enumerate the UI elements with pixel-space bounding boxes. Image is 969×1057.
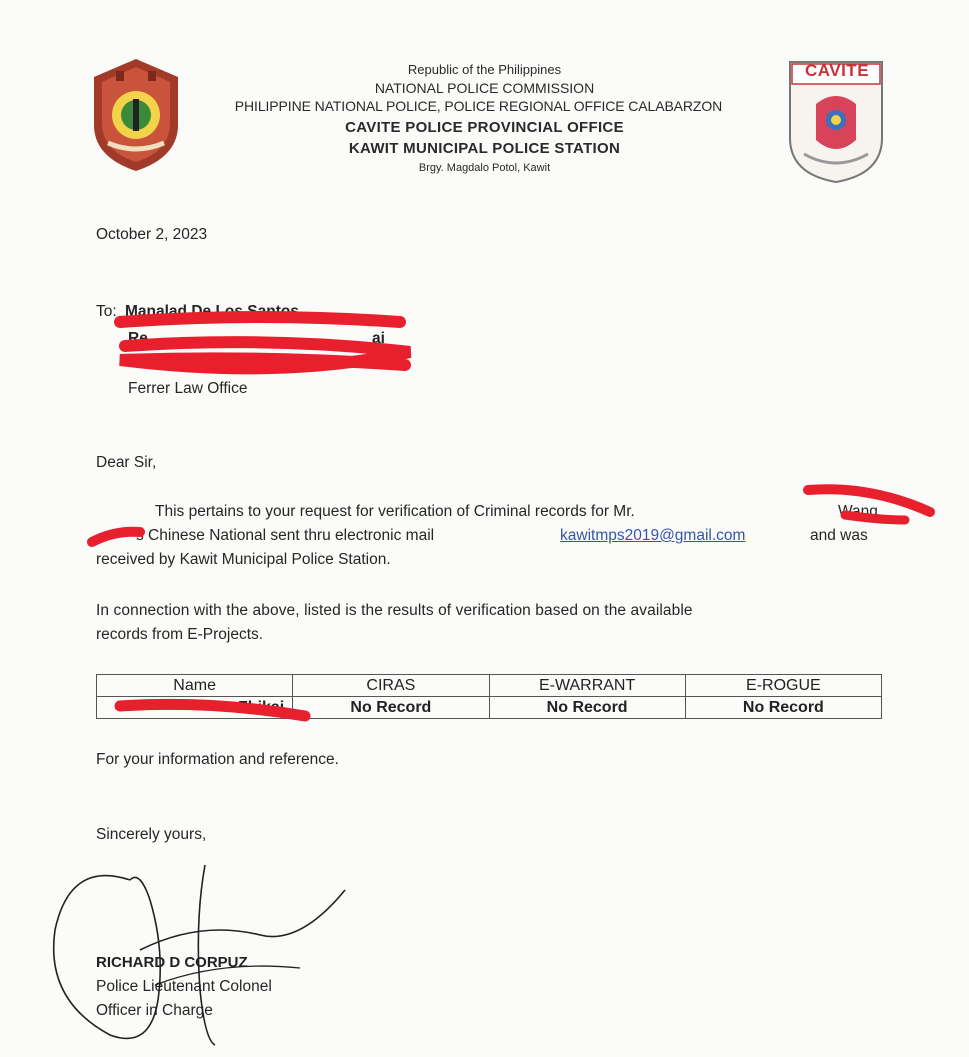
- table-cell-name: Zhikai: [97, 697, 293, 719]
- header-address: Brgy. Magdalo Potol, Kawit: [418, 162, 551, 174]
- para1-line3: received by Kawit Municipal Police Station.: [96, 551, 391, 568]
- table-cell: No Record: [685, 697, 881, 719]
- recipient-office: Ferrer Law Office: [128, 380, 248, 397]
- salutation: Dear Sir,: [96, 454, 157, 471]
- para1-line2-end: and was: [810, 527, 868, 544]
- recipient-line-3: nal Liasion: [212, 354, 287, 371]
- header-commission: NATIONAL POLICE COMMISSION: [374, 80, 595, 96]
- table-header-cell: E-WARRANT: [489, 675, 685, 697]
- to-prefix: To:: [96, 303, 117, 320]
- signatory-rank: Police Lieutenant Colonel: [96, 978, 272, 995]
- table-header-cell: CIRAS: [293, 675, 489, 697]
- para1-email-link[interactable]: kawitmps2019@gmail.com: [560, 527, 746, 544]
- recipient-line-2-tail: ai: [372, 330, 385, 347]
- table-header-cell: E-ROGUE: [685, 675, 881, 697]
- letter-date: October 2, 2023: [96, 226, 208, 243]
- signatory-title: Officer in Charge: [96, 1002, 213, 1019]
- table-cell: No Record: [489, 697, 685, 719]
- header-republic: Republic of the Philippines: [407, 62, 562, 77]
- recipient-name: Manalad De Los Santos: [125, 303, 299, 320]
- table-header-cell: Name: [97, 675, 293, 697]
- para2-line2: records from E-Projects.: [96, 626, 264, 643]
- recipient-line-2: Re: [128, 330, 148, 347]
- para2-line1: In connection with the above, listed is the results of verification based on the available: [96, 602, 693, 619]
- table-cell: No Record: [293, 697, 489, 719]
- para1-line2-start: s Chinese National sent thru electronic mail: [136, 527, 435, 544]
- closing: Sincerely yours,: [96, 826, 207, 843]
- header-pnp: PHILIPPINE NATIONAL POLICE, POLICE REGIONAL OFFICE CALABARZON: [234, 98, 723, 114]
- header-provincial: CAVITE POLICE PROVINCIAL OFFICE: [345, 119, 624, 136]
- closing-note: For your information and reference.: [96, 751, 339, 768]
- cavite-logo-text: CAVITE: [804, 61, 870, 80]
- para1-line1: This pertains to your request for verification of Criminal records for Mr.: [155, 503, 635, 520]
- header-station: KAWIT MUNICIPAL POLICE STATION: [348, 140, 621, 157]
- para1-line1-tail: Wang: [838, 503, 878, 520]
- signatory-name: RICHARD D CORPUZ: [96, 954, 248, 971]
